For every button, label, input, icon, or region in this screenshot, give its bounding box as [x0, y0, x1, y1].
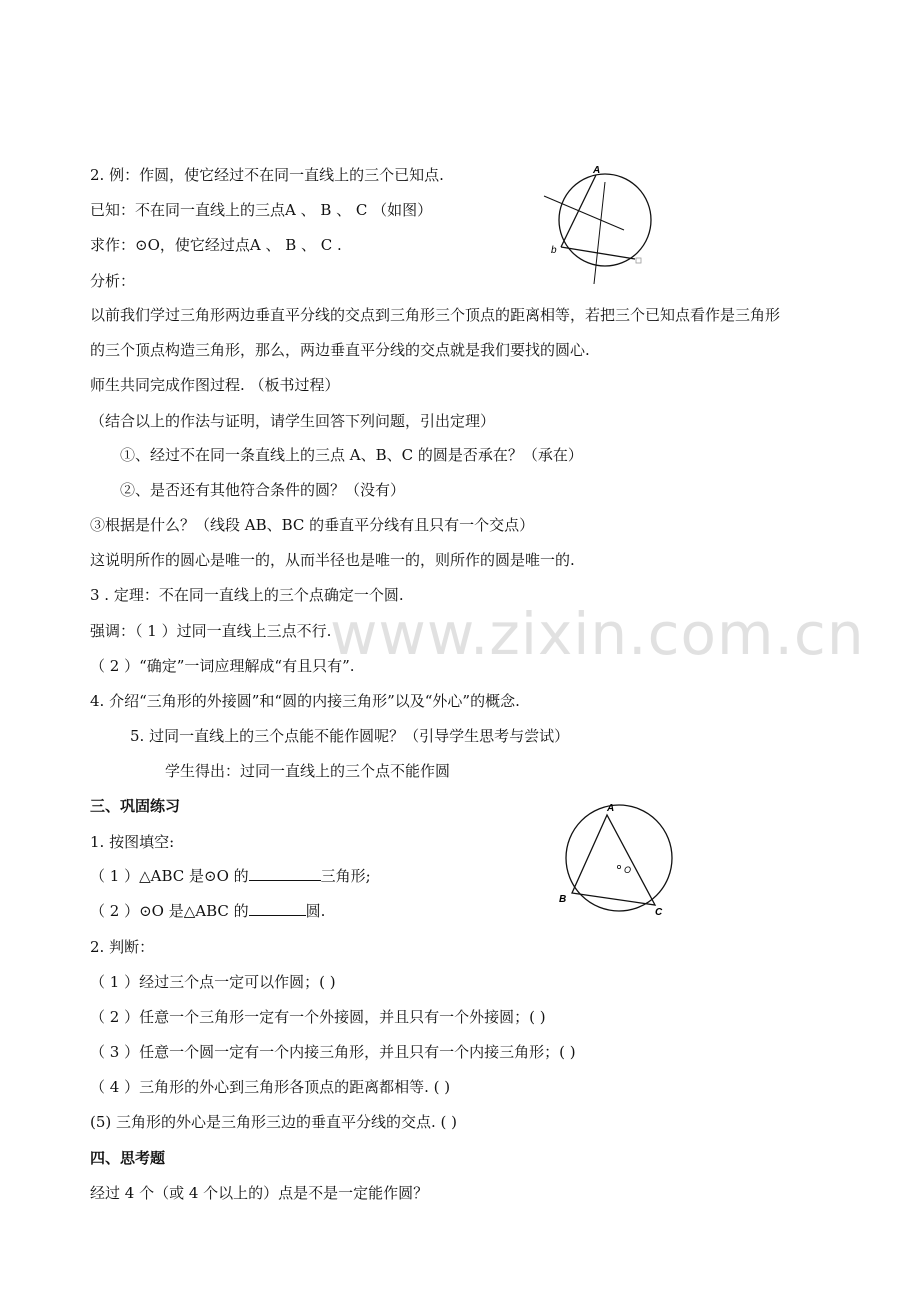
center-point: [617, 865, 620, 868]
theorem-line: 3 . 定理：不在同一直线上的三个点确定一个圆.: [90, 586, 404, 604]
given-line: 已知：不在同一直线上的三点A 、 B 、 C （如图）: [90, 201, 433, 219]
example-heading: 2. 例：作圆，使它经过不在同一直线上的三个已知点.: [90, 166, 444, 184]
emphasis-1: 强调：（ 1 ）过同一直线上三点不行.: [90, 622, 332, 640]
question-2: ②、是否还有其他符合条件的圆？（没有）: [120, 481, 406, 499]
vertex-b-label: B: [559, 894, 567, 905]
thinking-question: 经过 4 个（或 4 个以上的）点是不是一定能作圆？: [90, 1184, 429, 1202]
judge-4: （ 4 ）三角形的外心到三角形各顶点的距离都相等. ( ): [90, 1078, 451, 1096]
judge-2: （ 2 ）任意一个三角形一定有一个外接圆，并且只有一个外接圆；( ): [90, 1008, 546, 1026]
point-a-label: A: [593, 165, 601, 176]
circumcircle-construction-figure: [540, 160, 660, 290]
triangle-abc: [572, 815, 655, 905]
analysis-line-1: 以前我们学过三角形两边垂直平分线的交点到三角形三个顶点的距离相等，若把三个已知点看作是三角形: [90, 306, 781, 324]
point-b-label: b: [551, 245, 557, 256]
judge-3: （ 3 ）任意一个圆一定有一个内接三角形，并且只有一个内接三角形；( ): [90, 1043, 576, 1061]
fill-in-1-suffix: 三角形;: [320, 867, 371, 885]
right-angle-mark: [636, 258, 641, 263]
concept-line: 4. 介绍“三角形的外接圆”和“圆的内接三角形”以及“外心”的概念.: [90, 692, 520, 710]
section-4-heading: 四、思考题: [90, 1149, 166, 1167]
watermark: www.zixin.com.cn: [330, 600, 865, 668]
fill-in-2-blank[interactable]: [249, 901, 306, 916]
point-o-label: O: [624, 865, 632, 875]
perpendicular-bisector-bc: [594, 182, 605, 284]
analysis-label: 分析：: [90, 272, 136, 290]
construction-circle: [559, 174, 651, 266]
section-3-heading: 三、巩固练习: [90, 797, 181, 815]
fill-in-1-text: （ 1 ）△ABC 是⊙O 的: [90, 867, 249, 885]
emphasis-2: （ 2 ）“确定”一词应理解成“有且只有”.: [90, 657, 355, 675]
fill-in-2: [90, 901, 325, 921]
fill-in-1-blank[interactable]: [249, 866, 321, 881]
construct-line: 求作：⊙O，使它经过点A 、 B 、 C .: [90, 236, 342, 254]
fill-in-2-text: （ 2 ）⊙O 是△ABC 的: [90, 902, 249, 920]
vertex-c-label: C: [655, 907, 663, 918]
fill-in-2-suffix: 圆.: [305, 902, 326, 920]
fill-in-label: 1. 按图填空:: [90, 833, 175, 851]
student-conclusion: 学生得出：过同一直线上的三个点不能作圆: [165, 762, 451, 780]
question-3: ③根据是什么？（线段 AB、BC 的垂直平分线有且只有一个交点）: [90, 516, 535, 534]
analysis-line-2: 的三个顶点构造三角形，那么，两边垂直平分线的交点就是我们要找的圆心.: [90, 341, 590, 359]
fill-in-1: [90, 866, 371, 886]
conclusion-line: 这说明所作的圆心是唯一的，从而半径也是唯一的，则所作的圆是唯一的.: [90, 551, 575, 569]
inscribed-triangle-figure: [555, 800, 675, 920]
judge-1: （ 1 ）经过三个点一定可以作圆；( ): [90, 973, 336, 991]
circumscribed-circle: [566, 805, 672, 911]
question-1: ①、经过不在同一条直线上的三点 A、B、C 的圆是否承在？（承在）: [120, 446, 583, 464]
question-intro: （结合以上的作法与证明，请学生回答下列问题，引出定理）: [90, 412, 496, 430]
judge-label: 2. 判断：: [90, 938, 155, 956]
judge-5: (5) 三角形的外心是三角形三边的垂直平分线的交点. ( ): [90, 1113, 458, 1131]
vertex-a-label: A: [607, 803, 615, 814]
process-line: 师生共同完成作图过程. （板书过程）: [90, 376, 340, 394]
collinear-question: 5. 过同一直线上的三个点能不能作圆呢？（引导学生思考与尝试）: [130, 727, 570, 745]
